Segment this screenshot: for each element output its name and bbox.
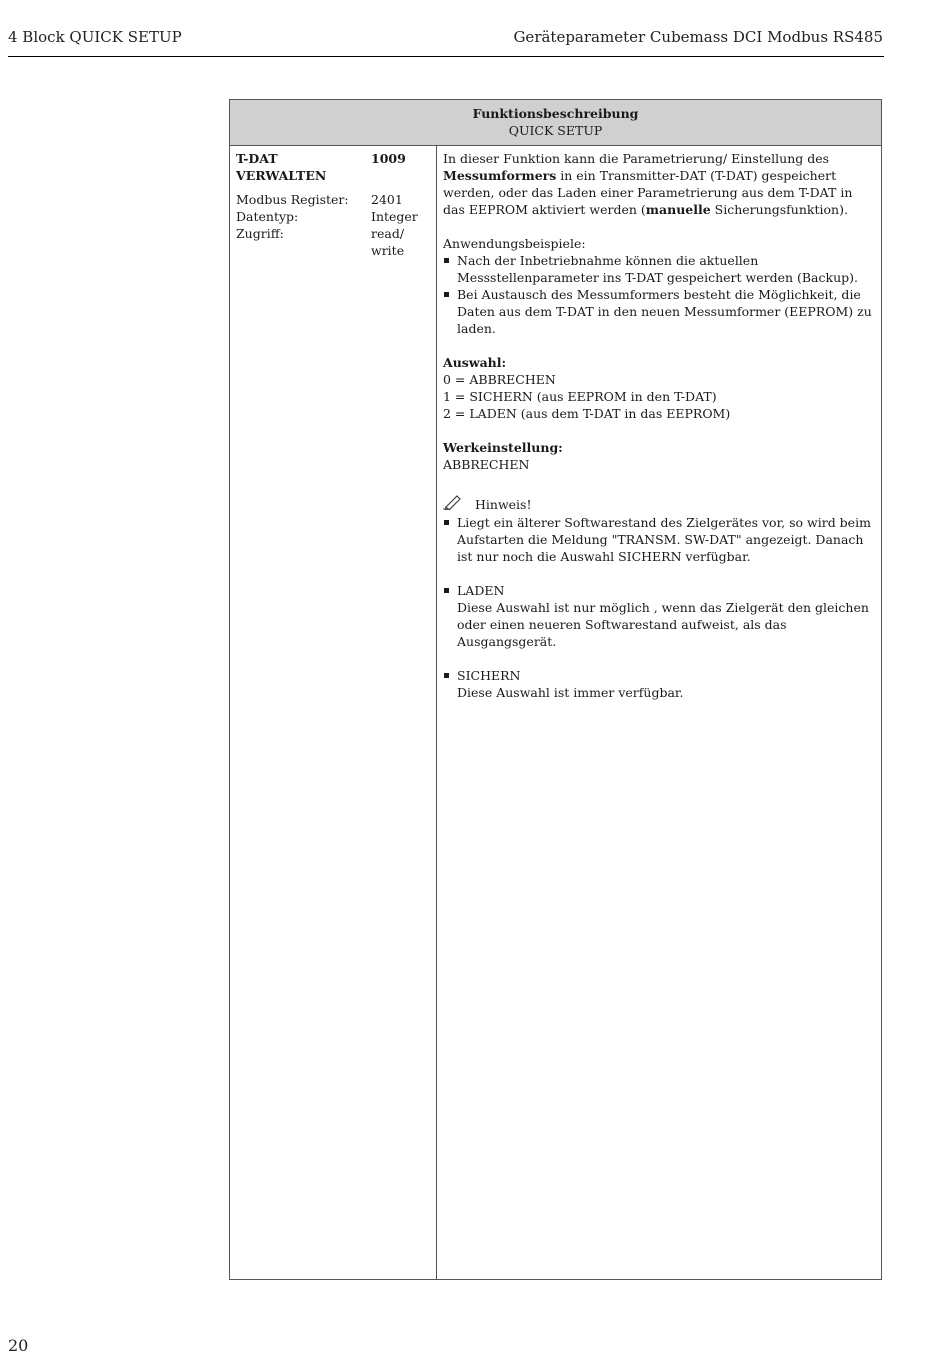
table-header-subtitle: QUICK SETUP [508, 123, 603, 138]
note-bullet-text: Diese Auswahl ist nur möglich , wenn das Zielgerät den gleichen oder einen neueren Softwarestand aufweist, als das Ausgangsgerät. [457, 600, 869, 649]
intro-text-3: Sicherungsfunktion). [710, 202, 848, 217]
note-header [443, 494, 877, 514]
note-heading: Hinweis! [475, 496, 532, 512]
note-bullet-laden [443, 582, 877, 650]
note-bullet: Liegt ein älterer Softwarestand des Zielgerätes vor, so wird beim Aufstarten die Meldung "TRANSM. SW-DAT" angezeigt. Danach ist nur noch die Auswahl SICHERN verfügbar. [443, 514, 877, 565]
pencil-note-icon [443, 494, 475, 514]
function-number: 1009 [371, 151, 406, 166]
section-header: 4 Block QUICK SETUP [8, 28, 182, 46]
page-number: 20 [8, 1336, 29, 1355]
selection-option: 2 = LADEN (aus dem T-DAT in das EEPROM) [443, 406, 731, 421]
access-label: Zugriff: [236, 226, 284, 241]
selection-option: 1 = SICHERN (aus EEPROM in den T-DAT) [443, 389, 717, 404]
example-item: Bei Austausch des Messumformers besteht die Möglichkeit, die Daten aus dem T-DAT in den neuen Messumformer (EEPROM) zu laden. [443, 286, 877, 337]
note-bullet-text: Diese Auswahl ist immer verfügbar. [457, 685, 684, 700]
intro-text-1: In dieser Funktion kann die Parametrierung/ Einstellung des [443, 151, 830, 166]
function-name-line1: T-DAT [236, 151, 278, 166]
examples-heading: Anwendungsbeispiele: [443, 236, 586, 251]
intro-bold-2: manuelle [645, 202, 711, 217]
intro-text-2: in ein Transmitter-DAT (T-DAT) gespeichert werden, oder das Laden einer Parametrierung aus dem T-DAT in das EEPROM aktiviert werden ( [443, 168, 853, 217]
column-divider [436, 146, 437, 1279]
selection-heading: Auswahl: [443, 355, 507, 370]
example-item: Nach der Inbetriebnahme können die aktuellen Messstellenparameter ins T-DAT gespeichert werden (Backup). [443, 252, 877, 286]
table-header [230, 100, 881, 146]
table-header-title: Funktionsbeschreibung [472, 106, 639, 121]
factory-setting-heading: Werkeinstellung: [443, 440, 563, 455]
datatype-label: Datentyp: [236, 209, 299, 224]
function-description [443, 150, 877, 701]
document-title: Geräteparameter Cubemass DCI Modbus RS485 [513, 28, 883, 46]
note-bullet-title: LADEN [457, 583, 505, 598]
function-name-line2: VERWALTEN [236, 168, 327, 183]
access-value-line1: read/ [371, 226, 405, 241]
note-bullet-title: SICHERN [457, 668, 521, 683]
function-description-table [229, 99, 882, 1280]
selection-option: 0 = ABBRECHEN [443, 372, 556, 387]
intro-paragraph [443, 150, 877, 218]
access-value-line2: write [371, 243, 405, 258]
factory-setting-value: ABBRECHEN [443, 457, 530, 472]
modbus-register-value: 2401 [371, 192, 403, 207]
table-body [230, 146, 881, 1279]
intro-bold-1: Messumformers [443, 168, 557, 183]
header-rule [8, 56, 884, 57]
note-bullet-sichern [443, 667, 877, 701]
modbus-register-label: Modbus Register: [236, 192, 349, 207]
datatype-value: Integer [371, 209, 418, 224]
